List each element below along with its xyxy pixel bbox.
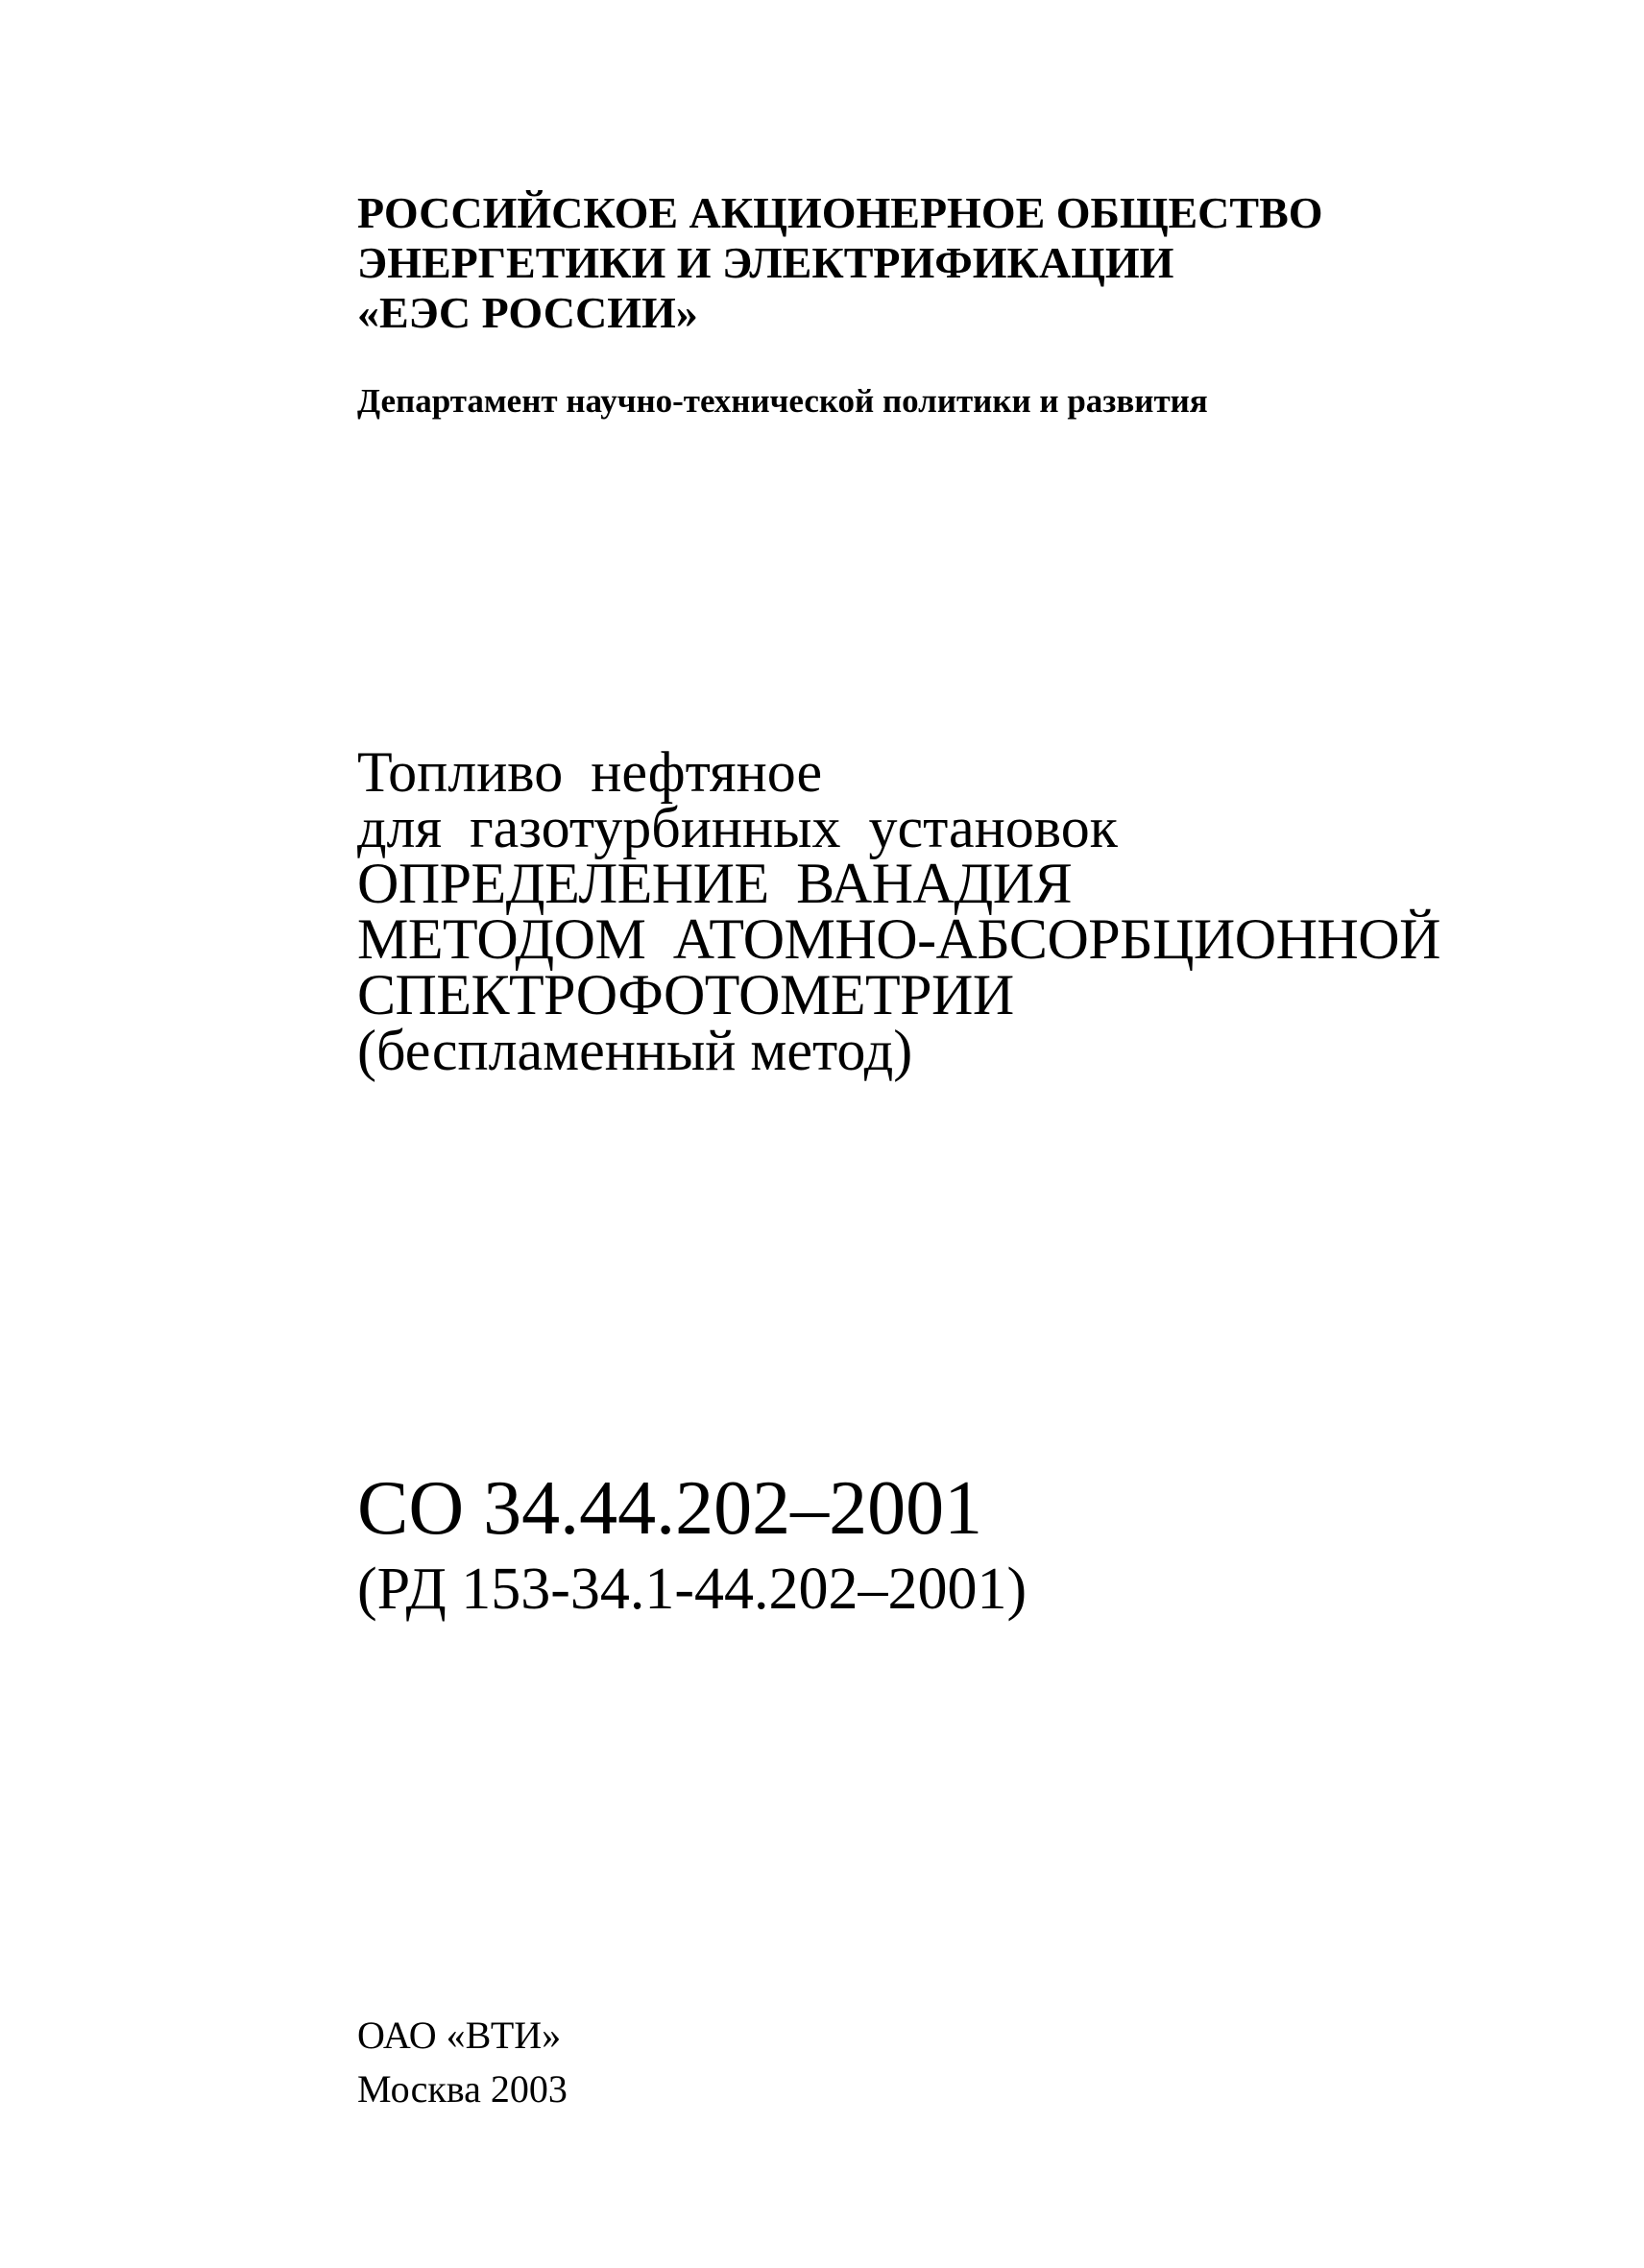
title-line-2: для газотурбинных установок [357, 796, 1118, 859]
title-line-6: (беспламенный метод) [357, 1019, 913, 1082]
document-title [357, 740, 1440, 1082]
designation-code: СО 34.44.202–2001 [357, 1466, 983, 1551]
title-line-1: Топливо нефтяное [357, 740, 823, 804]
publisher-info [357, 2009, 568, 2116]
department-line: Департамент научно-технической политики и развития [357, 382, 1208, 420]
publisher-name: ОАО «ВТИ» [357, 2014, 562, 2057]
publisher-city-year: Москва 2003 [357, 2067, 568, 2111]
department-name [357, 381, 1208, 422]
organization-header [357, 188, 1323, 338]
org-line-2: ЭНЕРГЕТИКИ И ЭЛЕКТРИФИКАЦИИ [357, 238, 1174, 287]
document-designation [357, 1464, 1027, 1626]
title-line-5: СПЕКТРОФОТОМЕТРИИ [357, 963, 1014, 1026]
designation-alt-code: (РД 153-34.1-44.202–2001) [357, 1556, 1028, 1622]
title-line-3: ОПРЕДЕЛЕНИЕ ВАНАДИЯ [357, 852, 1073, 915]
org-line-1: РОССИЙСКОЕ АКЦИОНЕРНОЕ ОБЩЕСТВО [357, 188, 1323, 237]
title-line-4: МЕТОДОМ АТОМНО-АБСОРБЦИОННОЙ [357, 907, 1440, 971]
org-line-3: «ЕЭС РОССИИ» [357, 288, 698, 337]
